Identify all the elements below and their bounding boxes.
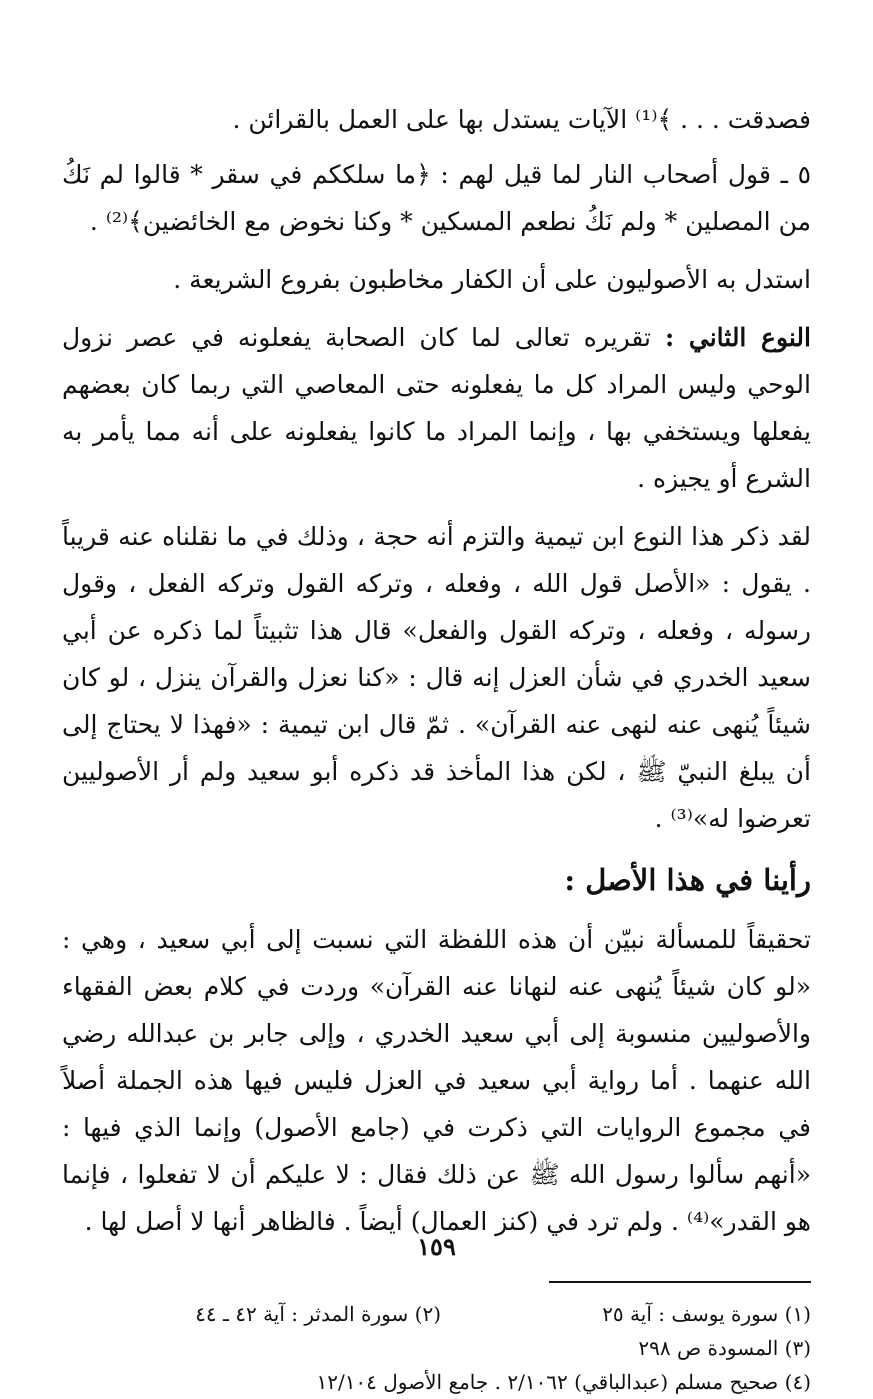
paragraph-ibn-taymiyya: لقد ذكر هذا النوع ابن تيمية والتزم أنه حجة ، وذلك في ما نقلناه عنه قريباً . يقول : «الأصل قول الله ، وفعله ، وتركه القول وتركه الفعل ، وقول رسوله ، وفعله ، وتركه القول والفعل» قال هذا تثبيتاً لما ذكره عن أبي سعيد الخدري في شأن العزل إنه قال : «كنا نعزل والقرآن ينزل ، لو كان شيئاً يُنهى عنه لنهى عنه القرآن» . ثمّ قال ابن تيمية : «فهذا لا يحتاج إلى أن يبلغ النبيّ ﷺ ، لكن هذا المأخذ قد ذكره أبو سعيد ولم أر الأصوليين تعرضوا له»⁽³⁾ .	[62, 522, 811, 833]
footnote-4: (٤) صحيح مسلم (عبدالباقي) ٢/١٠٦٢ . جامع الأصول ١٢/١٠٤	[316, 1370, 811, 1394]
footnote-row-1	[62, 1297, 811, 1331]
second-type-lead: النوع الثاني :	[664, 323, 811, 352]
paragraph-our-opinion: تحقيقاً للمسألة نبيّن أن هذه اللفظة التي نسبت إلى أبي سعيد ، وهي : «لو كان شيئاً يُنهى عنه لنهانا عنه القرآن» وردت في كلام بعض الفقهاء والأصوليين منسوبة إلى أبي سعيد الخدري ، وإلى جابر بن عبدالله رضي الله عنهما . أما رواية أبي سعيد في العزل فليس فيها هذه الجملة أصلاً في مجموع الروايات التي ذكرت في (جامع الأصول) وإنما الذي فيها : «أنهم سألوا رسول الله ﷺ عن ذلك فقال : لا عليكم أن لا تفعلوا ، فإنما هو القدر»⁽⁴⁾ . ولم ترد في (كنز العمال) أيضاً . فالظاهر أنها لا أصل لها .	[62, 925, 811, 1236]
footnote-3: (٣) المسودة ص ٢٩٨	[638, 1336, 811, 1360]
paragraph-quran-verses-end: فصدقت . . . ﴾⁽¹⁾ الآيات يستدل بها على العمل بالقرائن .	[232, 105, 811, 134]
second-type-body: تقريره تعالى لما كان الصحابة يفعلونه في عصر نزول الوحي وليس المراد كل ما يفعلونه حتى المعاصي التي ربما كان بعضهم يفعلها ويستخفي بها ، وإنما المراد ما كانوا يفعلونه على أنه مما يأمر به الشرع أو يجيزه .	[62, 323, 811, 493]
paragraph-people-of-fire: ٥ ـ قول أصحاب النار لما قيل لهم : ﴿ما سلككم في سقر * قالوا لم نَكُ من المصلين * ولم نَكُ نطعم المسكين * وكنا نخوض مع الخائضين﴾⁽²⁾ .	[62, 160, 811, 236]
footnote-divider	[549, 1281, 811, 1283]
footnote-2: (٢) سورة المدثر : آية ٤٢ ـ ٤٤	[195, 1302, 441, 1326]
page-number: ١٥٩	[417, 1232, 456, 1261]
section-heading: رأينا في هذا الأصل :	[564, 863, 811, 897]
footnote-1: (١) سورة يوسف : آية ٢٥	[602, 1302, 811, 1326]
paragraph-second-type	[62, 314, 811, 502]
paragraph-usuliyyun-inference: استدل به الأصوليون على أن الكفار مخاطبون بفروع الشريعة .	[173, 265, 811, 294]
